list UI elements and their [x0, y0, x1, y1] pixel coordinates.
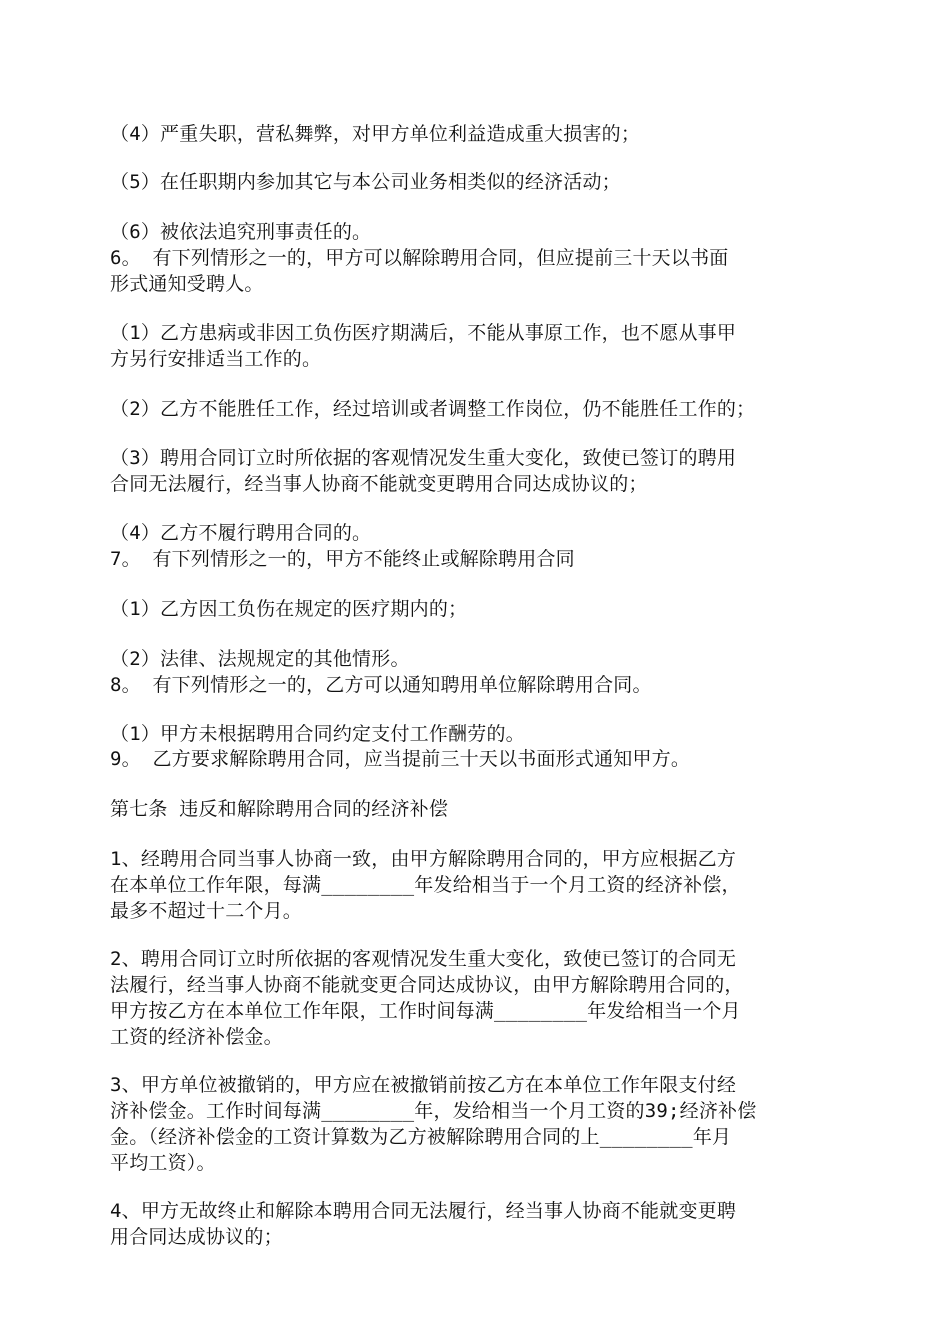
- clause-6-item-3-line-1: （3）聘用合同订立时所依据的客观情况发生重大变化，致使已签订的聘用: [110, 447, 737, 469]
- article-7-item-4-line-2: 用合同达成协议的；: [110, 1226, 283, 1248]
- article-7-item-2-line-4: 工资的经济补偿金。: [110, 1026, 283, 1048]
- article-7-item-3-line-4: 平均工资）。: [110, 1152, 216, 1174]
- clause-5-item-6: （6）被依法追究刑事责任的。: [110, 221, 372, 243]
- article-7-item-2-line-3: 甲方按乙方在本单位工作年限，工作时间每满________年发给相当一个月: [110, 1000, 741, 1022]
- clause-5-item-5: （5）在任职期内参加其它与本公司业务相类似的经济活动；: [110, 171, 621, 193]
- clause-7-heading: 7。 有下列情形之一的，甲方不能终止或解除聘用合同: [110, 548, 575, 570]
- clause-6-item-3-line-2: 合同无法履行，经当事人协商不能就变更聘用合同达成协议的；: [110, 473, 648, 495]
- article-7-item-3-line-2: 济补偿金。工作时间每满________年，发给相当一个月工资的39;经济补偿: [110, 1100, 757, 1122]
- clause-9: 9。 乙方要求解除聘用合同，应当提前三十天以书面形式通知甲方。: [110, 748, 691, 770]
- article-7-item-4-line-1: 4、甲方无故终止和解除本聘用合同无法履行，经当事人协商不能就变更聘: [110, 1200, 737, 1222]
- article-7-title: 第七条 违反和解除聘用合同的经济补偿: [110, 798, 449, 820]
- clause-6-line-2: 形式通知受聘人。: [110, 273, 264, 295]
- clause-6-item-2: （2）乙方不能胜任工作，经过培训或者调整工作岗位，仍不能胜任工作的；: [110, 398, 756, 420]
- clause-6-item-1-line-2: 方另行安排适当工作的。: [110, 348, 322, 370]
- article-7-item-1-line-2: 在本单位工作年限，每满________年发给相当于一个月工资的经济补偿，: [110, 874, 741, 896]
- article-7-item-3-line-1: 3、甲方单位被撤销的，甲方应在被撤销前按乙方在本单位工作年限支付经: [110, 1074, 737, 1096]
- article-7-item-2-line-2: 法履行，经当事人协商不能就变更合同达成协议，由甲方解除聘用合同的，: [110, 974, 744, 996]
- clause-6-line-1: 6。 有下列情形之一的，甲方可以解除聘用合同，但应提前三十天以书面: [110, 247, 729, 269]
- article-7-item-2-line-1: 2、聘用合同订立时所依据的客观情况发生重大变化，致使已签订的合同无: [110, 948, 737, 970]
- article-7-item-1-line-1: 1、经聘用合同当事人协商一致，由甲方解除聘用合同的，甲方应根据乙方: [110, 848, 737, 870]
- clause-7-item-2: （2）法律、法规规定的其他情形。: [110, 648, 410, 670]
- clause-5-item-4: （4）严重失职，营私舞弊，对甲方单位利益造成重大损害的；: [110, 123, 641, 145]
- clause-6-item-1-line-1: （1）乙方患病或非因工负伤医疗期满后，不能从事原工作，也不愿从事甲: [110, 322, 737, 344]
- clause-7-item-1: （1）乙方因工负伤在规定的医疗期内的；: [110, 598, 468, 620]
- article-7-item-1-line-3: 最多不超过十二个月。: [110, 900, 303, 922]
- article-7-item-3-line-3: 金。（经济补偿金的工资计算数为乙方被解除聘用合同的上________年月: [110, 1126, 732, 1148]
- clause-8-item-1: （1）甲方未根据聘用合同约定支付工作酬劳的。: [110, 723, 525, 745]
- clause-6-item-4: （4）乙方不履行聘用合同的。: [110, 522, 372, 544]
- clause-8-heading: 8。 有下列情形之一的，乙方可以通知聘用单位解除聘用合同。: [110, 674, 652, 696]
